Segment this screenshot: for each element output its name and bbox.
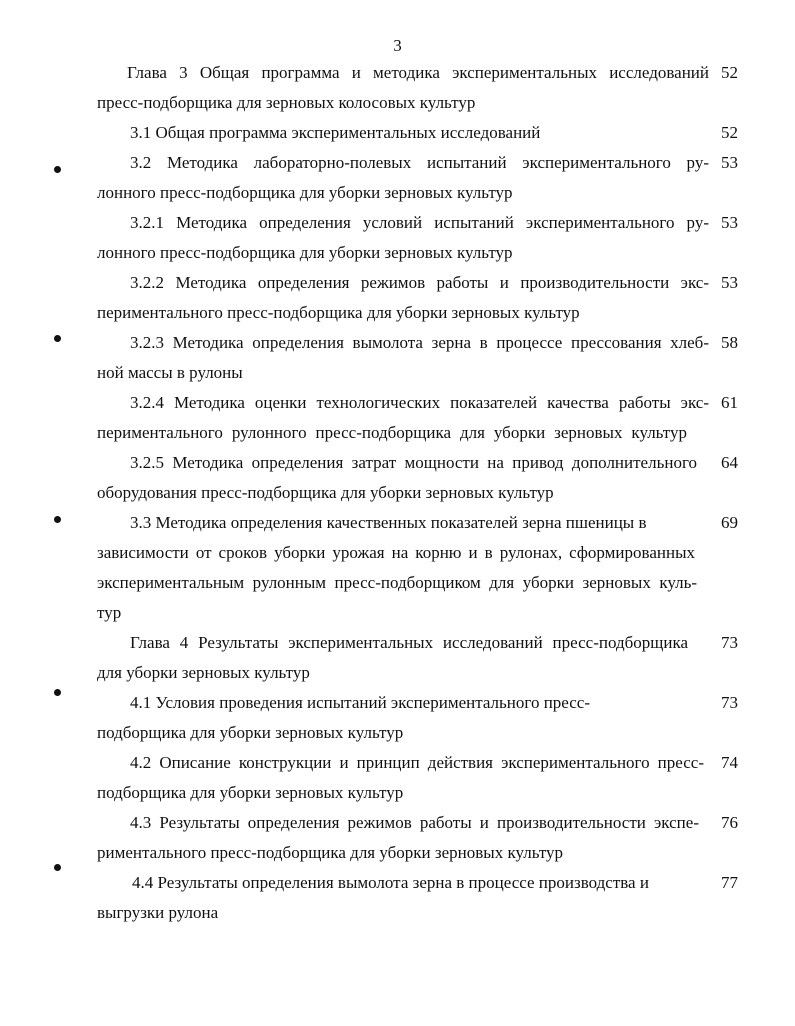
toc-page-number: 77 [721,873,738,892]
toc-page-number: 73 [721,633,738,652]
toc-entry-text: Глава 3 Общая программа и методика экспериментальных исследований [127,63,709,82]
toc-entry-text: зависимости от сроков уборки урожая на корню и в рулонах, сформированных [97,543,695,562]
toc-page-number: 52 [721,123,738,142]
toc-entry[interactable] [0,628,795,688]
toc-entry-text: лонного пресс-подборщика для уборки зерновых культур [97,243,513,262]
toc-entry-text: периментального рулонного пресс-подборщика для уборки зерновых культур [97,423,687,442]
toc-entry-text: 3.2.3 Методика определения вымолота зерна в процессе прессования хлеб- [130,333,709,352]
toc-entry-text: тур [97,603,122,622]
toc-entry[interactable] [0,688,795,748]
toc-entry-text: подборщика для уборки зерновых культур [97,783,404,802]
toc-entry-text: 4.2 Описание конструкции и принцип действия экспериментального пресс- [130,753,704,772]
toc-entry-text: оборудования пресс-подборщика для уборки зерновых культур [97,483,554,502]
toc-entry[interactable] [0,868,795,928]
toc-page-number: 53 [721,213,738,232]
toc-entry[interactable] [0,118,795,148]
toc-page-number: 52 [721,63,738,82]
toc-entry-text: 4.3 Результаты определения режимов работы и производительности экспе- [130,813,699,832]
toc-entry-text: 3.3 Методика определения качественных показателей зерна пшеницы в [130,513,647,532]
toc-entry-text: 3.2 Методика лабораторно-полевых испытаний экспериментального ру- [130,153,709,172]
toc-entry[interactable] [0,58,795,118]
toc-entry-text: риментального пресс-подборщика для уборки зерновых культур [97,843,564,862]
toc-entry-text: экспериментальным рулонным пресс-подборщиком для уборки зерновых куль- [97,573,697,592]
toc-entry-text: выгрузки рулона [97,903,219,922]
toc-entry-text: ной массы в рулоны [97,363,243,382]
toc-entry-text: 3.2.1 Методика определения условий испытаний экспериментального ру- [130,213,709,232]
toc-page-number: 58 [721,333,738,352]
toc-entry-text: периментального пресс-подборщика для уборки зерновых культур [97,303,580,322]
toc-entry[interactable] [0,388,795,448]
toc-page-number: 76 [721,813,738,832]
toc-page-number: 74 [721,753,738,772]
toc-entry[interactable] [0,748,795,808]
toc-entry-text: лонного пресс-подборщика для уборки зерновых культур [97,183,513,202]
page-number: 3 [393,36,402,55]
toc-entry-text: 4.4 Результаты определения вымолота зерна в процессе производства и [132,873,649,892]
toc-entry[interactable] [0,148,795,208]
toc-page-number: 73 [721,693,738,712]
toc-entry-text: 3.2.2 Методика определения режимов работы и производительности экс- [130,273,709,292]
toc-page-number: 53 [721,273,738,292]
toc-entry[interactable] [0,328,795,388]
toc-entry[interactable] [0,208,795,268]
toc-entry-text: 3.2.4 Методика оценки технологических показателей качества работы экс- [130,393,709,412]
toc-entry-text: для уборки зерновых культур [97,663,310,682]
toc-entry-text: пресс-подборщика для зерновых колосовых культур [97,93,476,112]
toc-entry[interactable] [0,508,795,628]
toc-entry[interactable] [0,268,795,328]
toc-page-number: 53 [721,153,738,172]
toc-page-number: 64 [721,453,738,472]
toc-entry-text: 3.1 Общая программа экспериментальных исследований [130,123,541,142]
toc-entry[interactable] [0,448,795,508]
toc-page-number: 61 [721,393,738,412]
toc-entry-text: 4.1 Условия проведения испытаний экспериментального пресс- [130,693,591,712]
toc-page-number: 69 [721,513,738,532]
toc-entry-text: подборщика для уборки зерновых культур [97,723,404,742]
toc-entry-text: Глава 4 Результаты экспериментальных исследований пресс-подборщика [130,633,688,652]
toc-entry[interactable] [0,808,795,868]
toc-entry-text: 3.2.5 Методика определения затрат мощности на привод дополнительного [130,453,697,472]
